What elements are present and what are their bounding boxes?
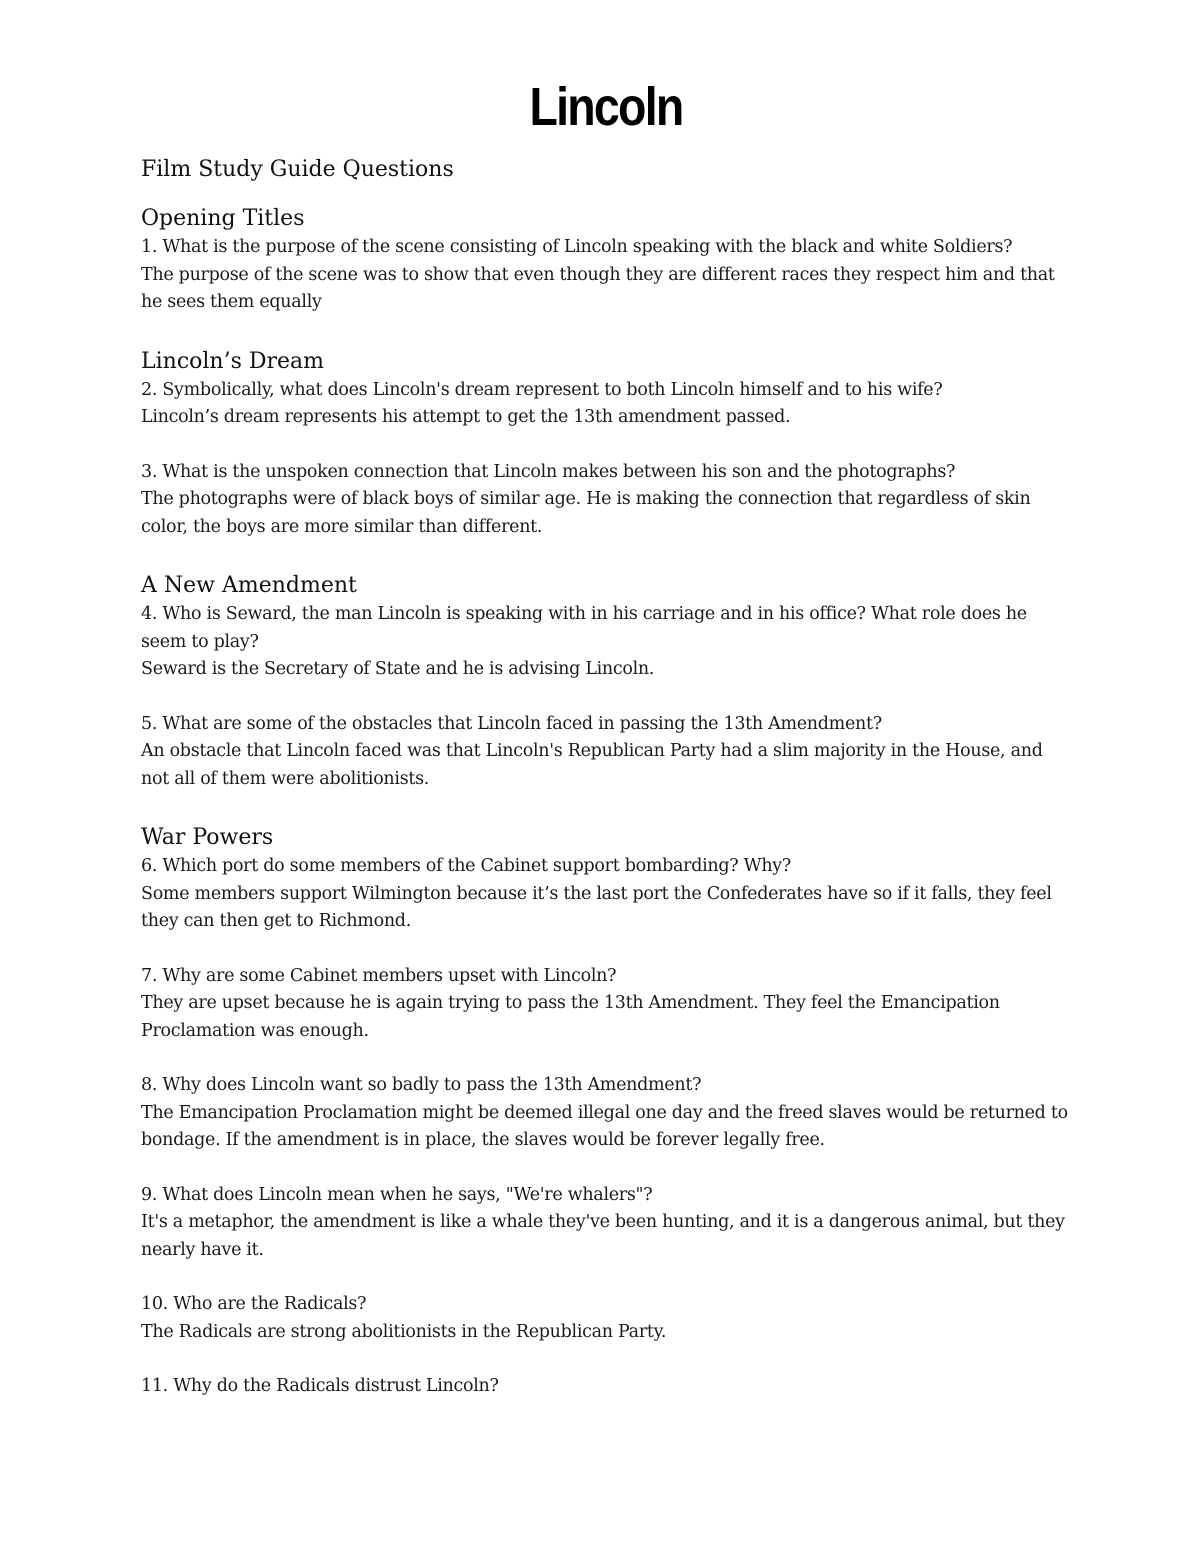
question-text: 4. Who is Seward, the man Lincoln is speaking with in his carriage and in his office? What role does he seem to play? [141, 604, 1027, 652]
question-item [141, 601, 1071, 684]
question-text: 6. Which port do some members of the Cabinet support bombarding? Why? [141, 856, 791, 876]
answer-text: The photographs were of black boys of similar age. He is making the connection that regardless of skin color, the boys are more similar than different. [141, 489, 1031, 537]
question-item [141, 1072, 1071, 1155]
answer-text: Lincoln’s dream represents his attempt to get the 13th amendment passed. [141, 407, 791, 427]
answer-text: The Emancipation Proclamation might be deemed illegal one day and the freed slaves would be returned to bondage. If the amendment is in place, the slaves would be forever legally free. [141, 1102, 1068, 1150]
section-a-new-amendment [141, 571, 1071, 793]
answer-text: The purpose of the scene was to show that even though they are different races they respect him and that he sees them equally [141, 264, 1055, 312]
section-lincolns-dream [141, 347, 1071, 542]
question-text: 8. Why does Lincoln want so badly to pass the 13th Amendment? [141, 1075, 702, 1095]
question-text: 1. What is the purpose of the scene consisting of Lincoln speaking with the black and white Soldiers? [141, 237, 1013, 257]
section-heading: Opening Titles [141, 206, 305, 231]
question-text: 11. Why do the Radicals distrust Lincoln? [141, 1376, 499, 1396]
question-item [141, 1182, 1071, 1265]
question-item [141, 1291, 1071, 1346]
section-opening-titles [141, 204, 1071, 317]
answer-text: Some members support Wilmington because it’s the last port the Confederates have so if it falls, they feel they can then get to Richmond. [141, 883, 1052, 931]
question-item [141, 234, 1071, 317]
document-title: Lincoln [529, 77, 683, 137]
answer-text: They are upset because he is again trying to pass the 13th Amendment. They feel the Emancipation Proclamation was enough. [141, 993, 1000, 1041]
question-item [141, 1373, 1071, 1401]
section-war-powers [141, 823, 1071, 1401]
section-heading: War Powers [141, 825, 274, 850]
question-text: 3. What is the unspoken connection that Lincoln makes between his son and the photographs? [141, 461, 956, 482]
section-heading: Lincoln’s Dream [141, 348, 325, 374]
question-text: 7. Why are some Cabinet members upset with Lincoln? [141, 965, 617, 986]
question-text: 2. Symbolically, what does Lincoln's dream represent to both Lincoln himself and to his wife? [141, 379, 943, 400]
question-item [141, 711, 1071, 794]
question-item [141, 963, 1071, 1046]
section-heading: A New Amendment [141, 573, 357, 598]
question-text: 10. Who are the Radicals? [141, 1294, 367, 1314]
question-text: 5. What are some of the obstacles that Lincoln faced in passing the 13th Amendment? [141, 713, 882, 734]
question-item [141, 853, 1071, 936]
document-page [141, 72, 1071, 1401]
answer-text: Seward is the Secretary of State and he is advising Lincoln. [141, 659, 655, 679]
answer-text: The Radicals are strong abolitionists in the Republican Party. [141, 1321, 667, 1342]
answer-text: An obstacle that Lincoln faced was that Lincoln's Republican Party had a slim majority in the House, and not all of them were abolitionists. [141, 741, 1043, 789]
answer-text: It's a metaphor, the amendment is like a whale they've been hunting, and it is a dangerous animal, but they nearly have it. [141, 1212, 1065, 1260]
question-item [141, 459, 1071, 542]
document-subtitle: Film Study Guide Questions [141, 157, 454, 182]
question-text: 9. What does Lincoln mean when he says, "We're whalers"? [141, 1184, 653, 1205]
question-item [141, 377, 1071, 432]
